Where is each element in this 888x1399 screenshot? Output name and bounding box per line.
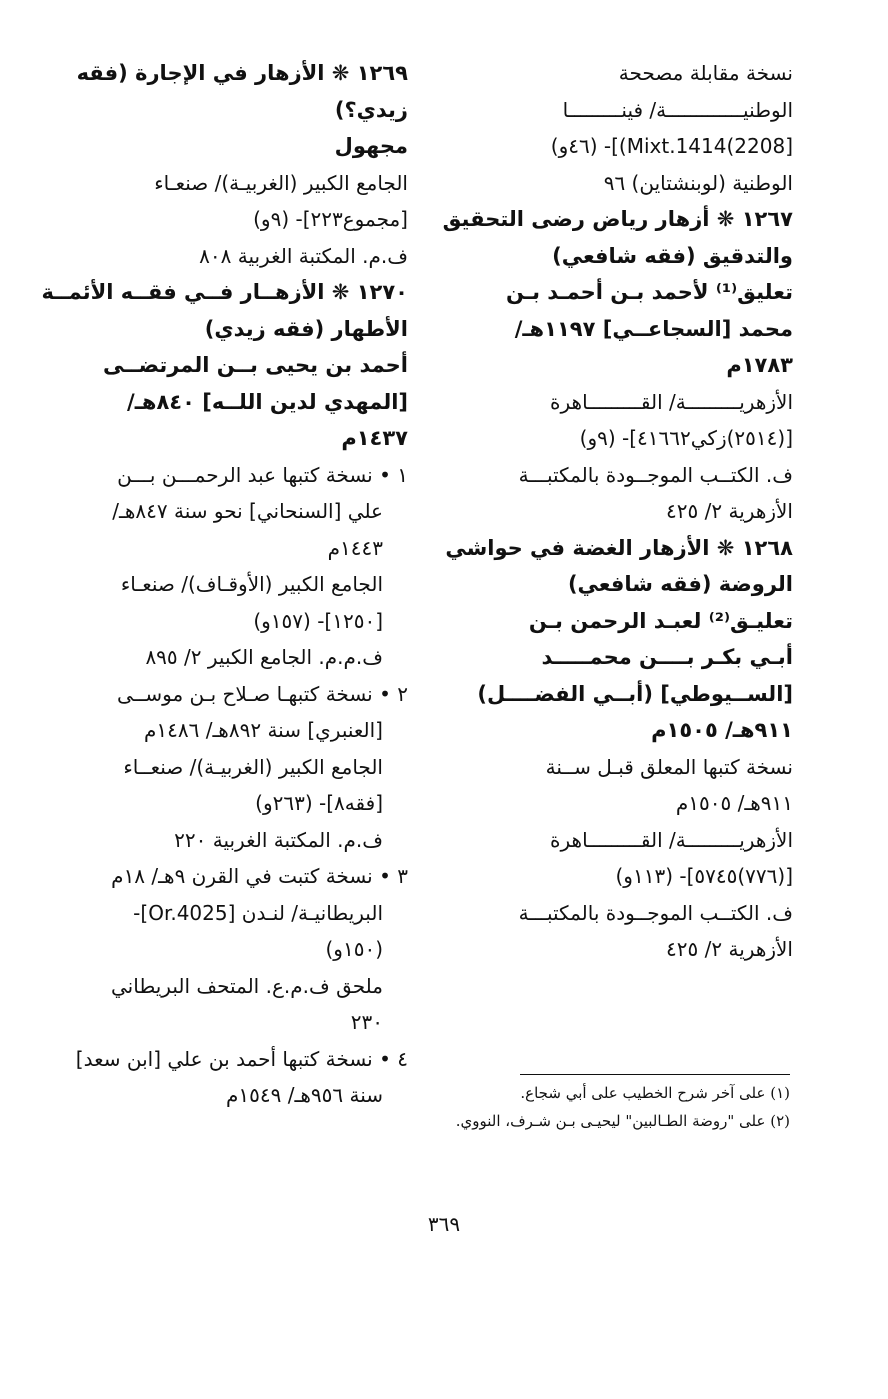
page-number: ٣٦٩ — [427, 1212, 461, 1236]
text-line: ٢ • نسخة كتبهـا صـلاح بـن موســى — [116, 681, 408, 706]
text-line: ١٤٤٣م — [327, 535, 383, 560]
text-line: البريطانيـة/ لنـدن [Or.4025]- — [133, 900, 383, 925]
text-line: مجهول — [334, 134, 408, 158]
text-line: الأزهرية ٢/ ٤٢٥ — [666, 499, 793, 523]
text-line: ٣ • نسخة كتبت في القرن ٩هـ/ ١٨م — [111, 864, 408, 888]
text-line: تعليق⁽¹⁾ لأحمد بـن أحمـد بـن — [506, 280, 793, 304]
text-line: الجامع الكبير (الغربيـة)/ صنعـاء — [154, 170, 408, 195]
text-line: ٩١١هـ/ ١٥٠٥م — [675, 791, 793, 815]
footnote-2: (٢) على "روضة الطـالبين" ليحيـى بـن شـرف، النووي. — [455, 1112, 790, 1130]
text-line: ف.م. المكتبة الغربية ٨٠٨ — [199, 243, 408, 268]
text-line: [2208)Mixt.1414)]- (٤٦و) — [550, 134, 793, 158]
text-line: سنة ٩٥٦هـ/ ١٥٤٩م — [226, 1083, 383, 1107]
left-column — [41, 55, 408, 1114]
text-line: ٤ • نسخة كتبها أحمد بن علي [ابن سعد] — [75, 1046, 408, 1071]
text-line: أبـي بكـر بــــن محمـــــد — [541, 645, 793, 669]
text-line: الأزهريـــــــــة/ القـــــــــاهرة — [550, 827, 793, 852]
text-line: الجامع الكبير (الغربيـة)/ صنعــاء — [123, 754, 383, 779]
text-line: الأزهرية ٢/ ٤٢٥ — [666, 937, 793, 961]
text-line: ٢٣٠ — [350, 1010, 383, 1034]
text-line: الأطهار (فقه زيدي) — [204, 316, 408, 341]
text-line: نسخة مقابلة مصححة — [618, 61, 793, 85]
footnote-1: (١) على آخر شرح الخطيب على أبي شجاع. — [520, 1084, 790, 1102]
text-line: الروضة (فقه شافعي) — [567, 572, 793, 596]
text-line: زيدي؟) — [334, 97, 408, 122]
text-line: ف. الكتــب الموجــودة بالمكتبـــة — [518, 900, 793, 925]
text-line: [فقه٨]- (٢٦٣و) — [255, 791, 383, 815]
text-line: الجامع الكبير (الأوقـاف)/ صنعـاء — [120, 572, 383, 596]
text-line: ١٤٣٧م — [341, 426, 408, 450]
text-line: [الســيوطي] (أبــي الفضــــل) — [477, 681, 793, 706]
entry-heading: ١٢٦٧ ❋ أزهار رياض رضى التحقيق — [442, 207, 793, 231]
text-line: علي [السنحاني] نحو سنة ٨٤٧هـ/ — [112, 499, 383, 523]
text-line: [١٢٥٠]- (١٥٧و) — [253, 608, 383, 633]
text-line: ١٧٨٣م — [726, 353, 793, 377]
text-line: ف. الكتــب الموجــودة بالمكتبـــة — [518, 462, 793, 487]
text-line: ١ • نسخة كتبها عبد الرحمـــن بـــن — [117, 462, 408, 487]
text-line: نسخة كتبها المعلق قبـل ســنة — [545, 754, 793, 779]
text-line: محمد [السجاعــي] ١١٩٧هـ/ — [514, 316, 793, 341]
entry-heading: ١٢٧٠ ❋ الأزهــار فــي فقــه الأئمــة — [41, 280, 408, 304]
text-line: ملحق ف.م.ع. المتحف البريطاني — [110, 973, 383, 998]
text-line: تعليـق⁽²⁾ لعبـد الرحمن بـن — [528, 608, 793, 633]
footnote-divider — [520, 1074, 790, 1075]
text-line: ف.م. المكتبة الغربية ٢٢٠ — [174, 827, 383, 852]
text-line: [مجموع٢٢٣]- (٩و) — [253, 207, 408, 231]
text-line: (١٥٠و) — [325, 937, 383, 961]
entry-heading: ١٢٦٩ ❋ الأزهار في الإجارة (فقه — [76, 61, 408, 85]
text-line: ٩١١هـ/ ١٥٠٥م — [651, 718, 793, 742]
text-line: أحمد بن يحيى بــن المرتضــى — [103, 353, 408, 377]
text-line: الوطنية (لوبنشتاين) ٩٦ — [603, 170, 793, 195]
text-line: [العنبري] سنة ٨٩٢هـ/ ١٤٨٦م — [143, 718, 383, 742]
text-line: [(٧٧٦)٥٧٤٥]- (١١٣و) — [615, 864, 793, 888]
text-line: الوطنيـــــــــــــة/ فينـــــــــا — [562, 97, 793, 122]
text-line: والتدقيق (فقه شافعي) — [552, 243, 793, 268]
text-line: ف.م.م. الجامع الكبير ٢/ ٨٩٥ — [145, 645, 383, 669]
text-line: الأزهريـــــــــة/ القـــــــــاهرة — [550, 389, 793, 414]
text-line: [(٢٥١٤)زكي٤١٦٦٢]- (٩و) — [579, 426, 793, 450]
right-column — [442, 55, 793, 968]
entry-heading: ١٢٦٨ ❋ الأزهار الغضة في حواشي — [445, 535, 793, 560]
text-line: [المهدي لدين اللــه] ٨٤٠هـ/ — [127, 389, 408, 414]
